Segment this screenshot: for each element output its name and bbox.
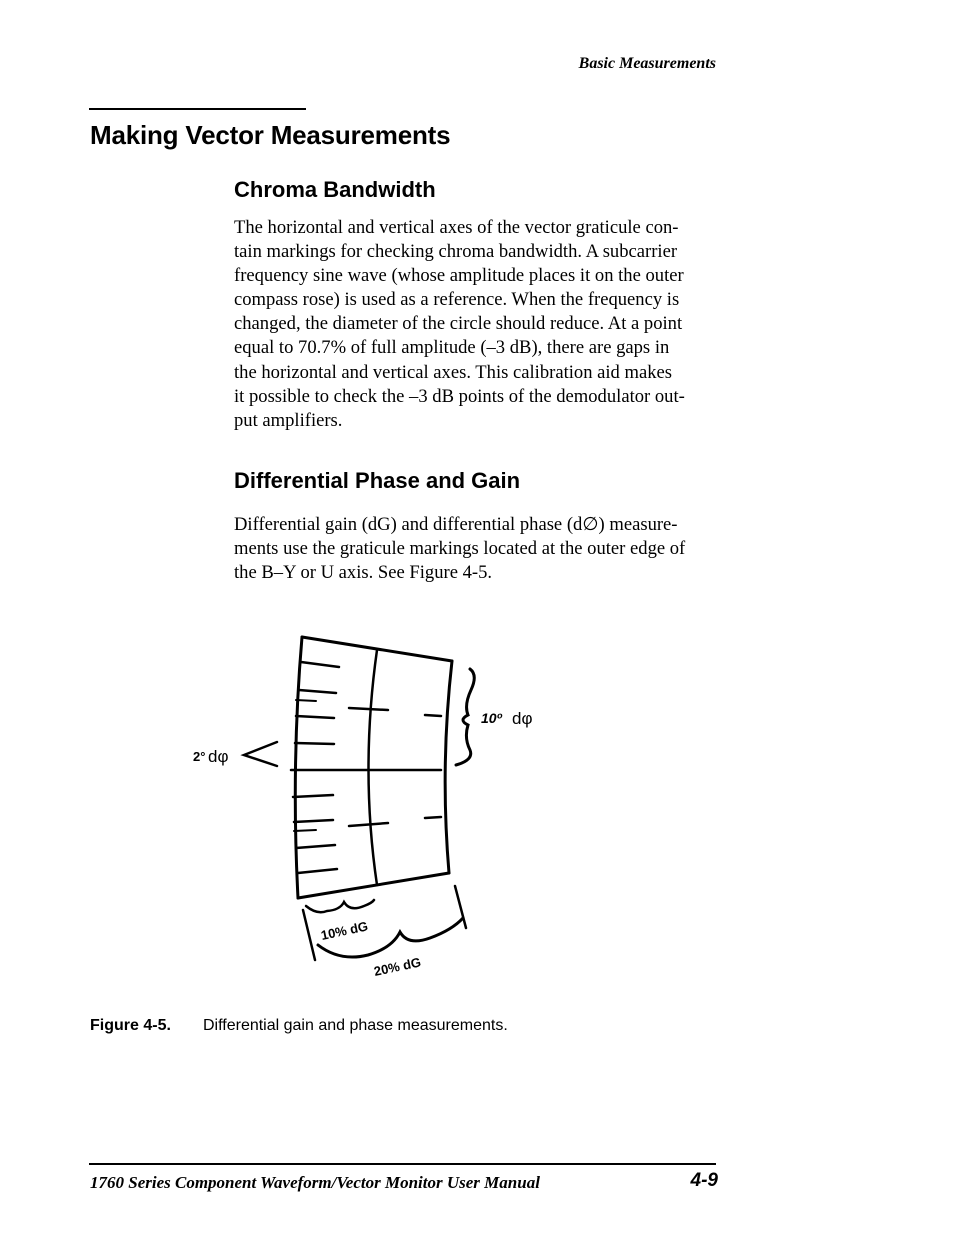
graticule-bottom-edge <box>298 873 449 898</box>
paragraph-line: changed, the diameter of the circle should reduce. At a point <box>234 313 683 335</box>
graticule-left-edge <box>295 637 302 898</box>
label-2deg-value: 2° <box>193 749 206 764</box>
caption-number: Figure 4-5. <box>90 1017 171 1034</box>
chevron-2deg <box>244 742 277 766</box>
paragraph-line: frequency sine wave (whose amplitude places it on the outer <box>234 265 684 287</box>
footer-rule <box>89 1163 716 1165</box>
label-10deg-value: 10º <box>481 710 502 726</box>
paragraph-line: tain markings for checking chroma bandwidth. A subcarrier <box>234 241 678 263</box>
label-20-percent-dg: 20% dG <box>372 954 423 979</box>
paragraph-line: put amplifiers. <box>234 409 343 431</box>
footer-title: 1760 Series Component Waveform/Vector Monitor User Manual <box>90 1173 540 1192</box>
running-head: Basic Measurements <box>578 55 716 72</box>
paragraph-line: Differential gain (dG) and differential phase (d∅) measure- <box>234 514 678 535</box>
section-title: Making Vector Measurements <box>90 120 451 150</box>
caption-text: Differential gain and phase measurements. <box>203 1017 508 1034</box>
paragraph-line: ments use the graticule markings located at the outer edge of <box>234 538 686 560</box>
paragraph-line: compass rose) is used as a reference. When the frequency is <box>234 289 680 311</box>
paragraph-line: it possible to check the –3 dB points of the demodulator out- <box>234 385 685 407</box>
graticule-middle-line <box>369 650 378 885</box>
brace-10dg <box>306 900 374 912</box>
label-10deg-symbol: dφ <box>512 709 533 728</box>
paragraph-line: The horizontal and vertical axes of the vector graticule con- <box>234 217 679 238</box>
label-10-percent-dg: 10% dG <box>319 918 370 943</box>
paragraph-line: the horizontal and vertical axes. This calibration aid makes <box>234 361 673 383</box>
page-number: 4-9 <box>690 1170 718 1191</box>
paragraph-line: the B–Y or U axis. See Figure 4-5. <box>234 562 493 584</box>
brace-10deg <box>456 669 474 765</box>
graticule-right-edge <box>445 661 452 873</box>
diffphase-heading: Differential Phase and Gain <box>234 468 521 493</box>
chroma-heading: Chroma Bandwidth <box>234 177 436 202</box>
label-2deg-symbol: dφ <box>208 747 229 766</box>
paragraph-line: equal to 70.7% of full amplitude (–3 dB), there are gaps in <box>234 337 670 359</box>
figure-caption <box>90 1017 508 1035</box>
